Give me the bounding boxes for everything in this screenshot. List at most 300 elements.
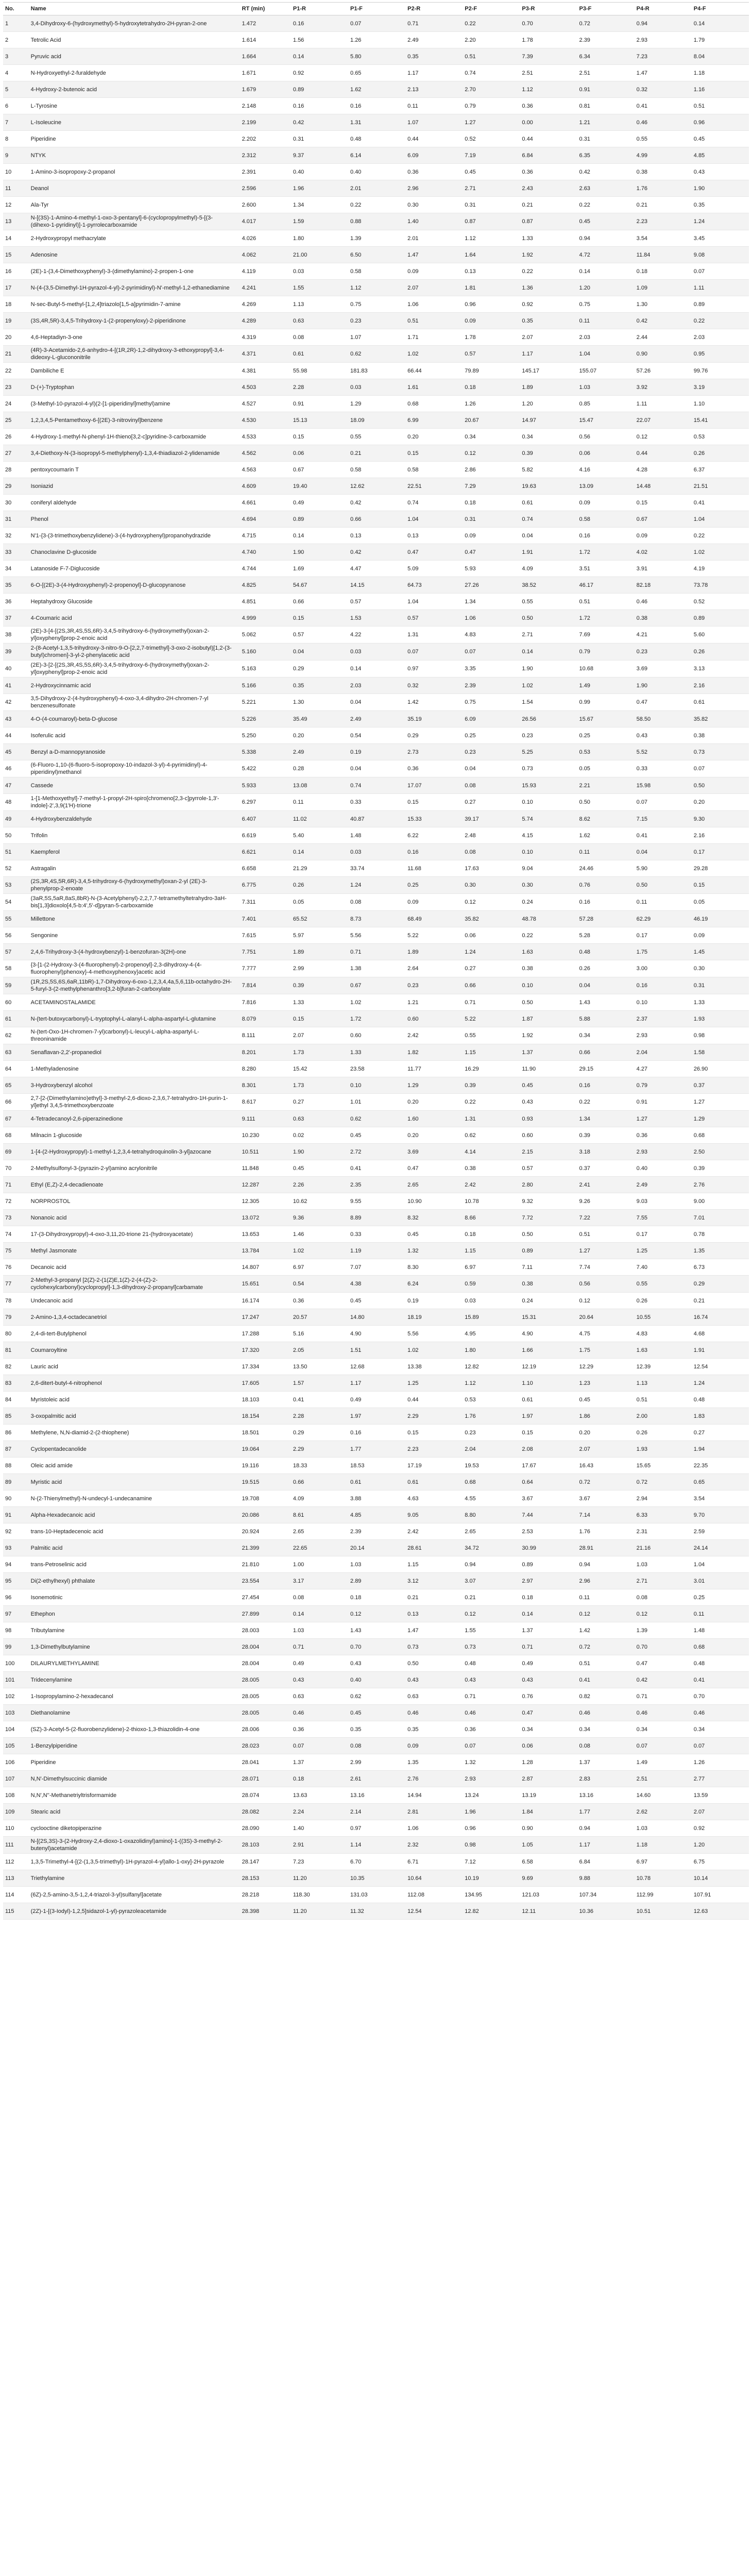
row-number: 9 <box>5 152 9 159</box>
value-cell: 2.03 <box>579 334 590 341</box>
retention-time: 2.596 <box>242 185 257 192</box>
value-cell: 0.16 <box>407 849 419 855</box>
value-cell: 1.54 <box>522 699 533 705</box>
row-number: 109 <box>5 1808 15 1815</box>
value-cell: 0.08 <box>579 1742 590 1749</box>
retention-time: 8.280 <box>242 1065 257 1072</box>
compound-name: Cassede <box>30 782 54 789</box>
value-cell: 3.67 <box>522 1495 533 1502</box>
value-cell: 0.58 <box>350 466 362 473</box>
value-cell: 0.26 <box>636 1297 648 1304</box>
value-cell: 0.24 <box>522 899 533 905</box>
value-cell: 15.13 <box>293 417 307 423</box>
value-cell: 3.18 <box>579 1148 590 1155</box>
row-number: 6 <box>5 103 9 109</box>
value-cell: 1.78 <box>465 334 476 341</box>
value-cell: 1.02 <box>350 999 362 1006</box>
value-cell: 13.19 <box>522 1792 536 1799</box>
compound-name: D-(+)-Tryptophan <box>30 384 74 391</box>
value-cell: 14.94 <box>407 1792 422 1799</box>
value-cell: 2.03 <box>350 682 362 689</box>
row-number: 80 <box>5 1330 12 1337</box>
value-cell: 1.11 <box>636 400 647 407</box>
value-cell: 0.48 <box>693 1396 705 1403</box>
row-number: 27 <box>5 450 12 456</box>
table-row <box>3 694 749 711</box>
value-cell: 1.75 <box>579 1347 590 1353</box>
table-row <box>3 1771 749 1787</box>
value-cell: 18.53 <box>350 1462 365 1469</box>
value-cell: 0.92 <box>693 1825 705 1832</box>
value-cell: 10.19 <box>465 1875 479 1882</box>
row-number: 69 <box>5 1148 12 1155</box>
table-row <box>3 15 749 32</box>
value-cell: 0.50 <box>522 1231 533 1238</box>
retention-time: 15.651 <box>242 1281 260 1287</box>
table-row <box>3 760 749 777</box>
table-row <box>3 1721 749 1738</box>
table-row <box>3 794 749 811</box>
value-cell: 1.01 <box>350 1099 362 1105</box>
value-cell: 1.42 <box>407 699 419 705</box>
value-cell: 0.42 <box>350 549 362 555</box>
table-row <box>3 594 749 610</box>
compound-name: Chanoclavine D-glucoside <box>30 549 97 555</box>
value-cell: 20.67 <box>465 417 479 423</box>
table-row <box>3 711 749 727</box>
compound-name: (2Z)-1-[(3-Iodyl)-1,2,5]sidazol-1-yl)-pyrazoleacetamide <box>30 1908 167 1914</box>
value-cell: 4.15 <box>522 832 533 839</box>
value-cell: 22.07 <box>636 417 651 423</box>
value-cell: 57.26 <box>636 367 651 374</box>
compound-name: Cyclopentadecanolide <box>30 1446 87 1452</box>
value-cell: 11.20 <box>293 1908 307 1914</box>
value-cell: 0.66 <box>293 598 304 605</box>
table-row <box>3 660 749 677</box>
value-cell: 0.22 <box>693 317 705 324</box>
value-cell: 1.73 <box>293 1049 304 1056</box>
retention-time: 4.999 <box>242 615 257 621</box>
table-row <box>3 1027 749 1044</box>
value-cell: 0.43 <box>407 1676 419 1683</box>
value-cell: 0.62 <box>350 351 362 357</box>
value-cell: 1.06 <box>407 301 419 308</box>
value-cell: 0.51 <box>693 103 705 109</box>
value-cell: 1.03 <box>636 1825 648 1832</box>
table-body <box>3 15 749 1920</box>
value-cell: 0.62 <box>350 1115 362 1122</box>
value-cell: 0.61 <box>522 499 533 506</box>
value-cell: 12.82 <box>465 1908 479 1914</box>
value-cell: 5.22 <box>465 1015 476 1022</box>
value-cell: 0.62 <box>465 1132 476 1139</box>
value-cell: 107.91 <box>693 1891 711 1898</box>
row-number: 43 <box>5 716 12 722</box>
value-cell: 2.48 <box>465 832 476 839</box>
value-cell: 0.55 <box>465 1032 476 1039</box>
value-cell: 0.11 <box>407 103 418 109</box>
value-cell: 0.32 <box>636 86 648 93</box>
value-cell: 0.66 <box>293 1479 304 1485</box>
value-cell: 1.23 <box>579 1380 590 1386</box>
value-cell: 1.76 <box>579 1528 590 1535</box>
retention-time: 28.398 <box>242 1908 260 1914</box>
value-cell: 0.39 <box>465 1082 476 1089</box>
row-number: 35 <box>5 582 12 588</box>
table-row <box>3 1226 749 1243</box>
value-cell: 4.85 <box>350 1512 362 1518</box>
value-cell: 0.73 <box>522 766 533 772</box>
retention-time: 19.116 <box>242 1462 259 1469</box>
retention-time: 6.621 <box>242 849 257 855</box>
row-number: 32 <box>5 532 12 539</box>
value-cell: 7.55 <box>636 1214 648 1221</box>
value-cell: 0.31 <box>579 135 590 142</box>
retention-time: 4.062 <box>242 251 257 258</box>
value-cell: 0.06 <box>522 1742 533 1749</box>
value-cell: 2.14 <box>350 1808 362 1815</box>
compound-name: Isoferulic acid <box>30 732 65 739</box>
compound-name: 1-Benzylpiperidine <box>30 1742 78 1749</box>
value-cell: 0.46 <box>293 1709 304 1716</box>
value-cell: 2.71 <box>636 1578 648 1584</box>
row-number: 42 <box>5 699 12 705</box>
retention-time: 28.005 <box>242 1693 260 1700</box>
table-row <box>3 1276 749 1293</box>
value-cell: 0.67 <box>636 516 648 522</box>
table-row <box>3 81 749 98</box>
value-cell: 0.02 <box>293 1132 304 1139</box>
table-row <box>3 495 749 511</box>
value-cell: 6.34 <box>579 53 590 60</box>
value-cell: 2.65 <box>293 1528 304 1535</box>
value-cell: 1.12 <box>350 284 362 291</box>
value-cell: 7.72 <box>522 1214 533 1221</box>
value-cell: 5.93 <box>465 565 476 572</box>
value-cell: 0.93 <box>522 1115 533 1122</box>
value-cell: 0.08 <box>465 849 476 855</box>
row-number: 15 <box>5 251 12 258</box>
value-cell: 0.57 <box>293 632 304 638</box>
value-cell: 121.03 <box>522 1891 540 1898</box>
value-cell: 0.38 <box>693 732 705 739</box>
value-cell: 2.16 <box>693 682 705 689</box>
value-cell: 0.78 <box>693 1231 705 1238</box>
value-cell: 0.82 <box>579 1693 590 1700</box>
compound-name: 2-Methylsulfonyl-3-(pyrazin-2-yl)amino acrylonitrile <box>30 1165 158 1172</box>
value-cell: 0.50 <box>407 1660 419 1667</box>
compound-name: Astragalin <box>30 865 56 872</box>
value-cell: 1.15 <box>465 1247 476 1254</box>
value-cell: 0.41 <box>293 1396 304 1403</box>
value-cell: 0.16 <box>636 982 648 989</box>
compound-name: Oleic acid amide <box>30 1462 73 1469</box>
value-cell: 65.52 <box>293 916 307 922</box>
value-cell: 0.99 <box>579 699 590 705</box>
value-cell: 107.34 <box>579 1891 597 1898</box>
value-cell: 0.22 <box>350 201 362 208</box>
value-cell: 0.12 <box>636 1611 648 1617</box>
value-cell: 0.72 <box>636 1479 648 1485</box>
value-cell: 0.61 <box>350 1479 362 1485</box>
value-cell: 1.75 <box>636 948 648 955</box>
value-cell: 134.95 <box>465 1891 482 1898</box>
value-cell: 10.36 <box>579 1908 594 1914</box>
compound-name: N'1-{3-(3-trimethoxybenzylidene)-3-(4-hydroxyphenyl)propanohydrazide <box>30 532 211 539</box>
value-cell: 4.22 <box>350 632 362 638</box>
table-row <box>3 247 749 263</box>
value-cell: 0.21 <box>407 1594 419 1601</box>
value-cell: 0.45 <box>350 1709 362 1716</box>
value-cell: 0.07 <box>465 649 476 655</box>
retention-time: 18.154 <box>242 1413 260 1419</box>
value-cell: 5.97 <box>293 932 304 939</box>
table-row <box>3 213 749 230</box>
value-cell: 5.56 <box>350 932 362 939</box>
value-cell: 0.63 <box>293 317 304 324</box>
value-cell: 1.24 <box>465 948 476 955</box>
value-cell: 0.09 <box>693 932 705 939</box>
value-cell: 24.14 <box>693 1545 708 1551</box>
value-cell: 2.96 <box>579 1578 590 1584</box>
compound-name: 2,6-ditert-butyl-4-nitrophenol <box>30 1380 102 1386</box>
value-cell: 0.09 <box>407 1742 419 1749</box>
row-number: 25 <box>5 417 12 423</box>
row-number: 33 <box>5 549 12 555</box>
retention-time: 5.422 <box>242 766 257 772</box>
row-number: 58 <box>5 965 12 972</box>
value-cell: 9.32 <box>522 1198 533 1205</box>
value-cell: 0.20 <box>579 1429 590 1436</box>
table-row <box>3 296 749 313</box>
value-cell: 0.03 <box>465 1297 476 1304</box>
value-cell: 0.47 <box>636 699 648 705</box>
value-cell: 0.51 <box>579 1660 590 1667</box>
compound-name: 2-Methyl-3-propanyl [2(Z)-2-(1(Z)E,1(Z)-2-(4-(Z)-2-cyclohexylcarbonyl)cyclopropyl]-1,3-dihydroxy-2-propanyl]carbamate <box>30 1277 203 1291</box>
value-cell: 0.71 <box>636 1693 648 1700</box>
value-cell: 131.03 <box>350 1891 368 1898</box>
value-cell: 1.06 <box>465 615 476 621</box>
value-cell: 3.35 <box>465 666 476 672</box>
column-header: P1-F <box>348 3 405 15</box>
compound-name: Latanoside F-7-Diglucoside <box>30 565 100 572</box>
retention-time: 21.399 <box>242 1545 260 1551</box>
value-cell: 0.45 <box>407 1231 419 1238</box>
value-cell: 0.26 <box>293 882 304 888</box>
value-cell: 0.36 <box>636 1132 648 1139</box>
row-number: 1 <box>5 20 9 27</box>
value-cell: 7.12 <box>465 1858 476 1865</box>
value-cell: 112.08 <box>407 1891 424 1898</box>
value-cell: 0.24 <box>522 1297 533 1304</box>
table-row <box>3 1523 749 1540</box>
retention-time: 21.810 <box>242 1561 260 1568</box>
value-cell: 1.04 <box>693 1561 705 1568</box>
table-row <box>3 1854 749 1870</box>
value-cell: 1.26 <box>350 37 362 43</box>
value-cell: 3.54 <box>693 1495 705 1502</box>
retention-time: 7.311 <box>242 899 256 905</box>
value-cell: 68.49 <box>407 916 422 922</box>
compound-name: Methylene, N,N-diamid-2-(2-thiophene) <box>30 1429 129 1436</box>
value-cell: 0.44 <box>407 135 419 142</box>
value-cell: 0.07 <box>465 1742 476 1749</box>
value-cell: 1.10 <box>693 400 705 407</box>
value-cell: 1.57 <box>293 1380 304 1386</box>
value-cell: 6.09 <box>407 152 419 159</box>
value-cell: 2.59 <box>693 1528 705 1535</box>
value-cell: 1.27 <box>579 1247 590 1254</box>
value-cell: 0.08 <box>636 1594 648 1601</box>
value-cell: 1.04 <box>579 351 590 357</box>
table-row <box>3 1127 749 1144</box>
retention-time: 5.160 <box>242 649 257 655</box>
value-cell: 15.47 <box>579 417 594 423</box>
value-cell: 4.28 <box>636 466 648 473</box>
retention-time: 17.288 <box>242 1330 260 1337</box>
value-cell: 13.16 <box>579 1792 594 1799</box>
value-cell: 0.22 <box>465 1099 476 1105</box>
value-cell: 0.08 <box>350 899 362 905</box>
retention-time: 18.501 <box>242 1429 260 1436</box>
value-cell: 7.29 <box>465 483 476 489</box>
value-cell: 0.22 <box>579 201 590 208</box>
value-cell: 0.16 <box>579 899 590 905</box>
value-cell: 66.44 <box>407 367 422 374</box>
value-cell: 0.38 <box>465 1165 476 1172</box>
compound-name: NORPROSTOL <box>30 1198 71 1205</box>
table-row <box>3 329 749 346</box>
table-row <box>3 1870 749 1887</box>
compound-name: Deanol <box>30 185 49 192</box>
retention-time: 2.312 <box>242 152 257 159</box>
value-cell: 0.03 <box>350 649 362 655</box>
value-cell: 0.89 <box>293 516 304 522</box>
value-cell: 27.26 <box>465 582 479 588</box>
value-cell: 0.70 <box>522 20 533 27</box>
retention-time: 8.617 <box>242 1099 257 1105</box>
value-cell: 1.63 <box>636 1347 648 1353</box>
value-cell: 2.42 <box>465 1181 476 1188</box>
compound-name: Coumaroyltine <box>30 1347 67 1353</box>
compound-name: Tridecenylamine <box>30 1676 72 1683</box>
value-cell: 0.39 <box>293 982 304 989</box>
value-cell: 1.20 <box>693 1842 705 1848</box>
row-number: 67 <box>5 1115 12 1122</box>
value-cell: 1.63 <box>522 948 533 955</box>
value-cell: 1.25 <box>636 1247 648 1254</box>
value-cell: 7.15 <box>636 816 648 822</box>
value-cell: 12.63 <box>693 1908 708 1914</box>
row-number: 50 <box>5 832 12 839</box>
value-cell: 0.23 <box>350 317 362 324</box>
row-number: 91 <box>5 1512 12 1518</box>
value-cell: 2.28 <box>293 384 304 391</box>
compound-name: Myristic acid <box>30 1479 62 1485</box>
value-cell: 0.28 <box>293 766 304 772</box>
row-number: 55 <box>5 916 12 922</box>
value-cell: 12.54 <box>693 1363 708 1370</box>
value-cell: 0.68 <box>693 1643 705 1650</box>
value-cell: 11.02 <box>293 816 307 822</box>
retention-time: 6.775 <box>242 882 257 888</box>
value-cell: 9.00 <box>693 1198 705 1205</box>
table-row <box>3 1425 749 1441</box>
row-number: 20 <box>5 334 12 341</box>
value-cell: 0.52 <box>465 135 476 142</box>
value-cell: 0.07 <box>293 1742 304 1749</box>
value-cell: 46.17 <box>579 582 594 588</box>
value-cell: 29.28 <box>693 865 708 872</box>
value-cell: 1.60 <box>407 1115 419 1122</box>
value-cell: 0.45 <box>579 218 590 225</box>
table-row <box>3 1160 749 1177</box>
row-number: 84 <box>5 1396 12 1403</box>
row-number: 36 <box>5 598 12 605</box>
value-cell: 6.58 <box>522 1858 533 1865</box>
value-cell: 4.55 <box>465 1495 476 1502</box>
value-cell: 112.99 <box>636 1891 654 1898</box>
column-header: P2-R <box>405 3 463 15</box>
value-cell: 9.55 <box>350 1198 362 1205</box>
retention-time: 2.199 <box>242 119 257 126</box>
value-cell: 20.64 <box>579 1314 594 1320</box>
table-row <box>3 230 749 247</box>
value-cell: 0.46 <box>636 119 648 126</box>
retention-time: 4.017 <box>242 218 257 225</box>
value-cell: 5.40 <box>293 832 304 839</box>
value-cell: 2.49 <box>293 749 304 755</box>
retention-time: 1.679 <box>242 86 257 93</box>
value-cell: 0.04 <box>522 532 533 539</box>
value-cell: 1.47 <box>407 1627 419 1634</box>
value-cell: 1.48 <box>350 832 362 839</box>
value-cell: 2.53 <box>522 1528 533 1535</box>
compound-name: 4-Hydroxybenzaldehyde <box>30 816 92 822</box>
compound-name: N,N'-Dimethylsuccinic diamide <box>30 1775 107 1782</box>
retention-time: 13.784 <box>242 1247 260 1254</box>
value-cell: 0.70 <box>636 1643 648 1650</box>
compound-name: (SZ)-3-Acetyl-5-(2-fluorobenzylidene)-2-thioxo-1,3-thiazolidin-4-one <box>30 1726 200 1733</box>
retention-time: 4.562 <box>242 450 257 456</box>
value-cell: 11.77 <box>407 1065 421 1072</box>
value-cell: 0.57 <box>522 1165 533 1172</box>
table-row <box>3 32 749 48</box>
value-cell: 0.12 <box>579 1611 590 1617</box>
value-cell: 2.49 <box>350 716 362 722</box>
value-cell: 0.42 <box>293 119 304 126</box>
value-cell: 0.13 <box>465 268 476 275</box>
table-row <box>3 164 749 180</box>
value-cell: 0.75 <box>350 301 362 308</box>
value-cell: 0.55 <box>636 1281 648 1287</box>
value-cell: 0.03 <box>293 268 304 275</box>
value-cell: 1.76 <box>465 1413 476 1419</box>
value-cell: 2.96 <box>407 185 419 192</box>
compound-name: N-Hydroxyethyl-2-furaldehyde <box>30 70 106 76</box>
value-cell: 0.34 <box>465 433 476 440</box>
value-cell: 0.11 <box>579 1594 590 1601</box>
value-cell: 1.66 <box>522 1347 533 1353</box>
value-cell: 1.25 <box>407 1380 419 1386</box>
value-cell: 3.54 <box>636 235 648 242</box>
table-row <box>3 1193 749 1210</box>
value-cell: 1.00 <box>293 1561 304 1568</box>
value-cell: 1.51 <box>350 1347 362 1353</box>
value-cell: 3.51 <box>579 565 590 572</box>
value-cell: 0.59 <box>465 1281 476 1287</box>
retention-time: 6.658 <box>242 865 257 872</box>
